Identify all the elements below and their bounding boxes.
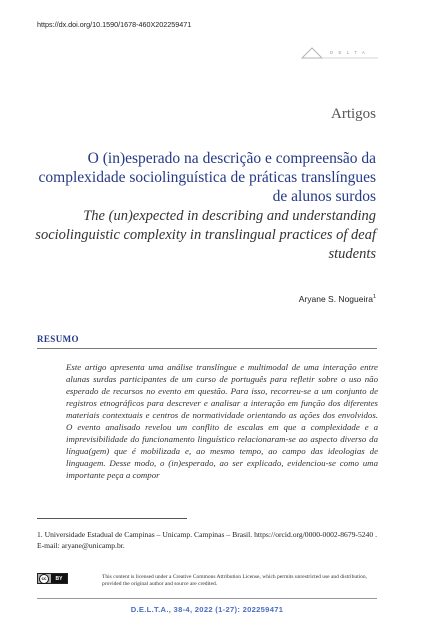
section-label: Artigos xyxy=(331,106,376,122)
article-title-english: The (un)expected in describing and understanding sociolinguistic complexity in translingual practices of deaf students xyxy=(35,208,376,262)
license-text: This content is licensed under a Creative Commons Attribution License, which permits unrestricted use and distribution, provided the original author and source are credited. xyxy=(102,574,368,587)
abstract-text: Este artigo apresenta uma análise translíngue e multimodal de uma interação entre alunas surdas participantes de um curso de português para refletir sobre o uso não esperado de recursos no evento em questão. Para isso, recorreu-se a um conjunto de registros etnográficos para descrever e analisar a interação em função dos diferentes materiais contextuais e centros de normatividade orientando as ações dos envolvidos. O evento analisado revelou um conflito de escalas em que a complexidade e a imprevisibilidade do funcionamento linguístico relacionaram-se ao aspecto diverso da língua(gem) que é mobilizada e, ao mesmo tempo, ao campo das ideologias de linguagem. Desse modo, o (in)esperado, ao ser explicado, evidenciou-se como uma importante peça a compor xyxy=(66,362,378,480)
delta-logo xyxy=(300,47,380,59)
abstract-heading: RESUMO xyxy=(37,334,79,344)
article-title-portuguese: O (in)esperado na descrição e compreensão da complexidade sociolinguística de práticas translíngues de alunos surdos xyxy=(38,150,376,205)
journal-reference: D.E.L.T.A., 38-4, 2022 (1-27): 202259471 xyxy=(130,605,284,614)
cc-by-license-icon[interactable] xyxy=(37,573,68,584)
footer-divider xyxy=(37,598,377,599)
author xyxy=(299,294,376,304)
cc-icon: cc xyxy=(39,574,49,584)
delta-logo-word: D E L T A xyxy=(330,50,367,55)
footnote-divider xyxy=(37,518,187,519)
author-footnote-mark[interactable]: 1 xyxy=(372,294,376,301)
by-icon: BY xyxy=(51,574,67,583)
author-name: Aryane S. Nogueira xyxy=(298,294,373,304)
doi-link[interactable]: https://dx.doi.org/10.1590/1678-460X202259471 xyxy=(37,20,192,29)
abstract-divider xyxy=(37,348,377,349)
footnote: 1. Universidade Estadual de Campinas – Unicamp. Campinas – Brasil. https://orcid.org/0000-0002-8679-5240 . E-mail: aryane@unicamp.br. xyxy=(37,530,377,550)
